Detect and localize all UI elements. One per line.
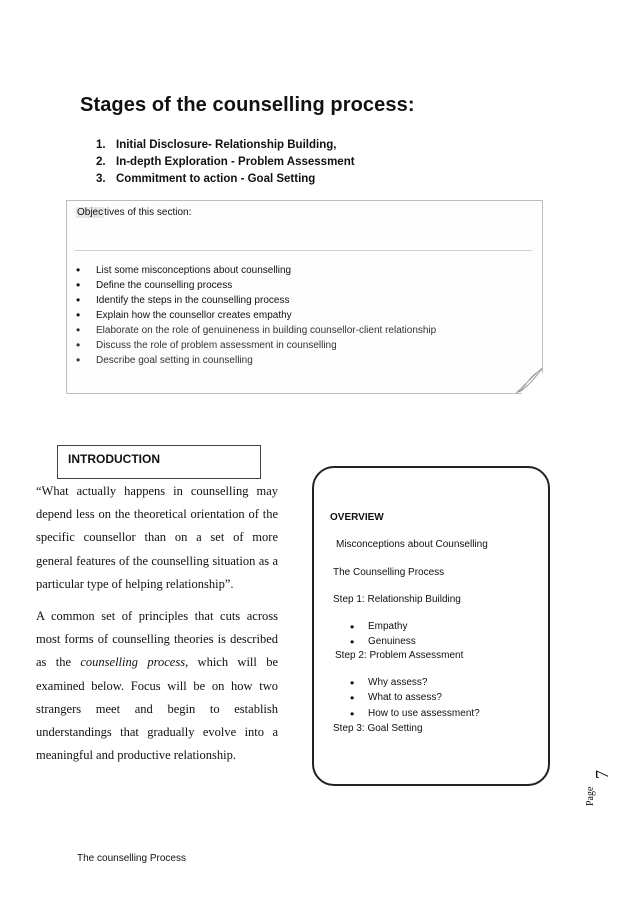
overview-process: The Counselling Process [333, 567, 445, 578]
objective-item: • Identify the steps in the counselling process [76, 293, 436, 308]
objective-item: • Explain how the counsellor creates empathy [76, 308, 436, 323]
overview-step2: Step 2: Problem Assessment [335, 650, 464, 661]
introduction-heading: INTRODUCTION [68, 452, 160, 466]
stage-item: 3. Commitment to action - Goal Setting [96, 173, 316, 185]
overview-step1: Step 1: Relationship Building [333, 594, 461, 605]
page-title: Stages of the counselling process: [80, 94, 415, 116]
objective-item: • Describe goal setting in counselling [76, 353, 436, 368]
stages-list [96, 137, 355, 188]
overview-step1-item: • Genuiness [368, 636, 416, 647]
introduction-quote: “What actually happens in counselling may depend less on the theoretical orientation of the specific counsellor than on a set of more general features of the counselling situation as a particular type of helping relationship”. [36, 484, 278, 591]
objective-item: • List some misconceptions about counselling [76, 263, 436, 278]
overview-step3: Step 3: Goal Setting [333, 723, 423, 734]
objectives-title: Objectives of this section: [77, 207, 192, 218]
overview-step1-item: • Empathy [368, 621, 407, 632]
stage-item: 2. In-depth Exploration - Problem Assessment [96, 156, 355, 168]
footer-text: The counselling Process [77, 853, 186, 864]
objective-item: • Elaborate on the role of genuineness in building counsellor-client relationship [76, 323, 436, 338]
introduction-body [36, 480, 278, 776]
overview-step2-item: • What to assess? [368, 692, 442, 703]
overview-misconceptions: Misconceptions about Counselling [336, 539, 488, 550]
page-number: 7 [592, 770, 612, 779]
objectives-list [76, 263, 436, 368]
page-curl-icon [516, 368, 542, 393]
objective-item: • Define the counselling process [76, 278, 436, 293]
stage-item: 1. Initial Disclosure- Relationship Building, [96, 139, 337, 151]
overview-step2-item: • Why assess? [368, 677, 427, 688]
objective-item: • Discuss the role of problem assessment in counselling [76, 338, 436, 353]
overview-title: OVERVIEW [330, 512, 384, 523]
page-label: Page [585, 786, 596, 806]
overview-step2-item: • How to use assessment? [368, 708, 480, 719]
introduction-paragraph: A common set of principles that cuts across most forms of counselling theories is described as the counselling process, which will be examined below. Focus will be on how two strangers meet and begin to establish understandings that gradually evolve into a meaningful and productive relationship. [36, 609, 279, 763]
objectives-divider [75, 250, 532, 251]
